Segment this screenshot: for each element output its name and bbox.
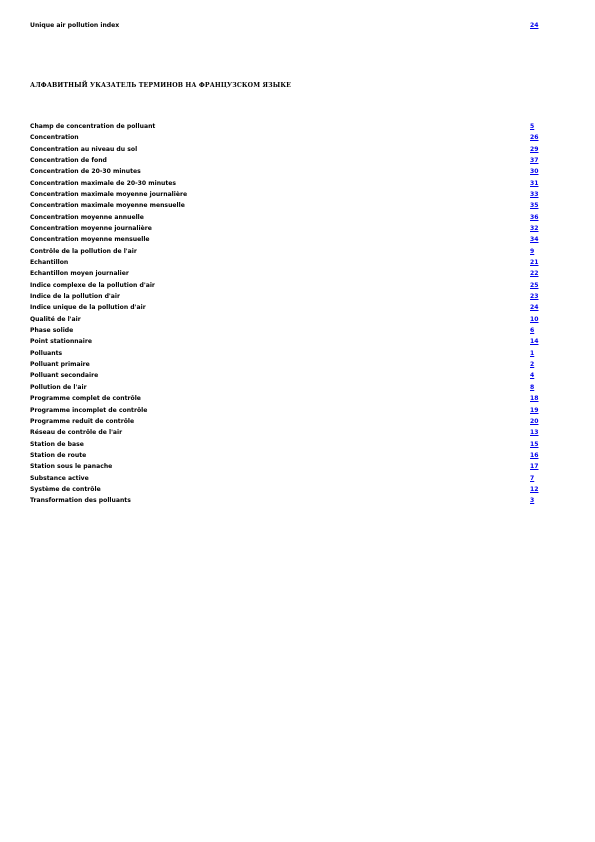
index-entry [30,189,545,200]
index-entry [30,121,545,132]
page-link[interactable]: 8 [530,383,535,391]
index-entry [30,427,545,438]
index-term: Concentration de 20-30 minutes [30,168,141,176]
page-link[interactable]: 31 [530,179,539,187]
page-link[interactable]: 23 [530,293,539,301]
index-entry [30,325,545,336]
index-entry [30,212,545,223]
index-term: Pollution de l'air [30,383,87,391]
page-link[interactable]: 32 [530,225,539,233]
page-link[interactable]: 26 [530,134,539,142]
index-term: Polluant primaire [30,361,90,369]
page-link[interactable]: 12 [530,485,539,493]
index-term: Concentration moyenne annuelle [30,213,144,221]
page-link[interactable]: 30 [530,168,539,176]
page-link[interactable]: 35 [530,202,539,210]
page-link[interactable]: 2 [530,361,535,369]
index-term: Concentration maximale moyenne mensuelle [30,202,185,210]
page-link[interactable]: 36 [530,213,539,221]
page-link[interactable]: 10 [530,315,539,323]
index-entry [30,166,545,177]
index-term: Système de contrôle [30,485,101,493]
index-term: Polluant secondaire [30,372,99,380]
page-link[interactable]: 18 [530,395,539,403]
index-term: Substance active [30,474,89,482]
index-term: Echantillon moyen journalier [30,270,129,278]
index-term: Unique air pollution index [30,22,120,29]
index-entry [30,144,545,155]
index-term: Indice unique de la pollution d'air [30,304,146,312]
index-term: Station de route [30,451,87,459]
index-entry [30,439,545,450]
index-entry [30,178,545,189]
section-heading: АЛФАВИТНЫЙ УКАЗАТЕЛЬ ТЕРМИНОВ НА ФРАНЦУЗСКОМ ЯЗЫКЕ [30,82,291,89]
index-term: Indice de la pollution d'air [30,293,121,301]
index-term: Phase solide [30,327,74,335]
page-link[interactable]: 21 [530,259,539,267]
page-link[interactable]: 25 [530,281,539,289]
index-entry [30,234,545,245]
page-link[interactable]: 34 [530,236,539,244]
index-entry [30,336,545,347]
index-entry [30,484,545,495]
index-term: Point stationnaire [30,338,92,346]
index-term: Station sous le panache [30,463,113,471]
index-entry [30,450,545,461]
index-term: Concentration [30,134,79,142]
index-entry [30,461,545,472]
index-entry [30,495,545,506]
index-entry [30,359,545,370]
index-entry [30,302,545,313]
page-link[interactable]: 1 [530,349,535,357]
page-link[interactable]: 17 [530,463,539,471]
page-link[interactable]: 16 [530,451,539,459]
index-entry [30,393,545,404]
index-entry [30,200,545,211]
index-term: Programme incomplet de contrôle [30,406,148,414]
index-entry [30,370,545,381]
index-term: Qualité de l'air [30,315,81,323]
page-link[interactable]: 24 [530,22,539,29]
page-link[interactable]: 6 [530,327,535,335]
index-entry [30,223,545,234]
index-entry [30,280,545,291]
index-term: Programme reduit de contrôle [30,417,135,425]
index-term: Transformation des polluants [30,497,131,505]
index-term: Champ de concentration de polluant [30,123,156,130]
index-term: Concentration moyenne mensuelle [30,236,150,244]
page-link[interactable]: 4 [530,372,535,380]
page-link[interactable]: 3 [530,497,535,505]
index-term: Polluants [30,349,63,357]
index-entry [30,314,545,325]
page-link[interactable]: 22 [530,270,539,278]
index-entry [30,416,545,427]
page-link[interactable]: 7 [530,474,535,482]
index-term: Echantillon [30,259,69,267]
index-term: Réseau de contrôle de l'air [30,429,123,437]
page-link[interactable]: 13 [530,429,539,437]
page-link[interactable]: 37 [530,157,539,165]
page-link[interactable]: 24 [530,304,539,312]
index-term: Concentration maximale moyenne journalière [30,191,188,199]
index-entry [30,473,545,484]
page-link[interactable]: 33 [530,191,539,199]
index-entry [30,405,545,416]
page-link[interactable]: 5 [530,123,535,130]
index-entry-top [30,20,545,31]
page-link[interactable]: 20 [530,417,539,425]
index-term: Concentration maximale de 20-30 minutes [30,179,177,187]
page-link[interactable]: 19 [530,406,539,414]
index-entry [30,348,545,359]
index-entry [30,155,545,166]
index-entry [30,268,545,279]
index-term: Concentration moyenne journalière [30,225,152,233]
index-term: Concentration au niveau du sol [30,145,138,153]
index-term: Indice complexe de la pollution d'air [30,281,155,289]
index-entry [30,132,545,143]
index-entry [30,246,545,257]
index-term: Contrôle de la pollution de l'air [30,247,137,255]
index-term: Station de base [30,440,84,448]
page-link[interactable]: 29 [530,145,539,153]
page-link[interactable]: 14 [530,338,539,346]
index-term: Programme complet de contrôle [30,395,141,403]
index-term: Concentration de fond [30,157,107,165]
index-entry [30,257,545,268]
page-link[interactable]: 9 [530,247,535,255]
page-link[interactable]: 15 [530,440,539,448]
index-entry [30,382,545,393]
index-entry [30,291,545,302]
